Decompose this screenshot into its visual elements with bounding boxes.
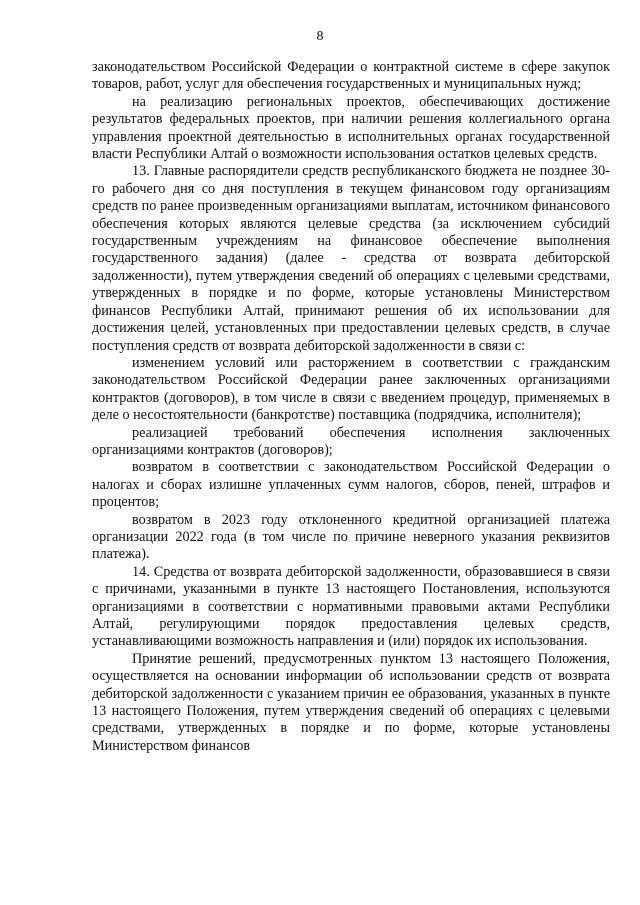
paragraph-continuation: законодательством Российской Федерации о контрактной системе в сфере закупок товаров, работ, услуг для обеспечения государственных и муниципальных нужд;	[92, 59, 610, 93]
paragraph-rejected-payment: возвратом в 2023 году отклоненного кредитной организацией платежа организации 2022 года (в том числе по причине неверного указания реквизитов платежа).	[92, 511, 610, 563]
paragraph-regional-projects: на реализацию региональных проектов, обеспечивающих достижение результатов федеральных проектов, при наличии решения коллегиального органа управления проектной деятельностью в исполнительных органах государственной власти Республики Алтай о возможности использования остатков целевых средств.	[92, 93, 610, 163]
paragraph-contract-changes: изменением условий или расторжением в соответствии с гражданским законодательством Российской Федерации ранее заключенных организациями контрактов (договоров), в том числе в связи с введением процедур, применяемых в деле о несостоятельности (банкротстве) поставщика (подрядчика, исполнителя);	[92, 354, 610, 424]
paragraph-item-14: 14. Средства от возврата дебиторской задолженности, образовавшиеся в связи с причинами, указанными в пункте 13 настоящего Постановления, используются организациями в соответствии с нормативными правовыми актами Республики Алтай, регулирующими порядок предоставления целевых средств, устанавливающими возможность направления и (или) порядок их использования.	[92, 563, 610, 650]
paragraph-decisions: Принятие решений, предусмотренных пунктом 13 настоящего Положения, осуществляется на основании информации об использовании средств от возврата дебиторской задолженности с указанием причин ее образования, указанных в пункте 13 настоящего Положения, путем утверждения сведений об операциях с целевыми средствами, утвержденных в порядке и по форме, которые установлены Министерством финансов	[92, 650, 610, 754]
document-body	[92, 59, 610, 755]
paragraph-contract-security: реализацией требований обеспечения исполнения заключенных организациями контрактов (договоров);	[92, 424, 610, 458]
page-number: 8	[316, 29, 324, 44]
paragraph-tax-refund: возвратом в соответствии с законодательством Российской Федерации о налогах и сборах излишне уплаченных сумм налогов, сборов, пеней, штрафов и процентов;	[92, 459, 610, 511]
paragraph-item-13: 13. Главные распорядители средств республиканского бюджета не позднее 30-го рабочего дня со дня поступления в текущем финансовом году организациям средств по ранее произведенным организациями выплатам, источником финансового обеспечения которых являются целевые средства (за исключением субсидий государственным учреждениям на финансовое обеспечение выполнения государственного задания) (далее - средства от возврата дебиторской задолженности), путем утверждения сведений об операциях с целевыми средствами, утвержденных в порядке и по форме, которые установлены Министерством финансов Республики Алтай, принимают решения об их использовании для достижения целей, установленных при предоставлении целевых средств, в случае поступления средств от возврата дебиторской задолженности в связи с:	[92, 163, 610, 354]
